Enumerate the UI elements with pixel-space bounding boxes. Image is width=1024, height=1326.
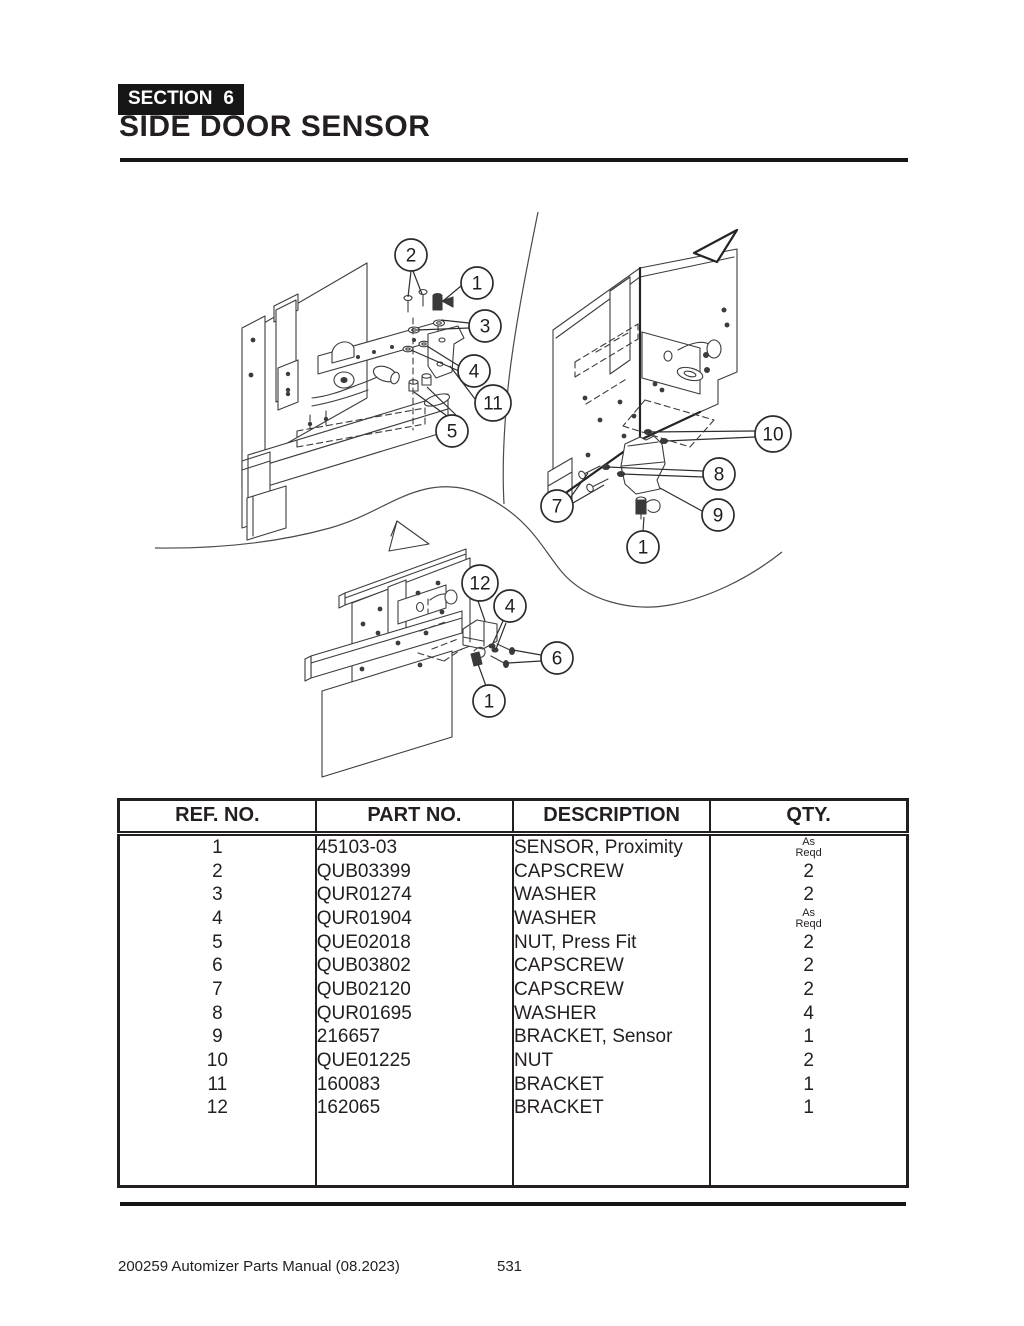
table-row [119, 978, 908, 1002]
svg-text:6: 6 [551, 648, 563, 670]
cell-ref: 4 [212, 907, 223, 929]
table-row [119, 860, 908, 884]
svg-text:1: 1 [637, 537, 649, 559]
cell-qty: 2 [710, 1049, 907, 1073]
cell-qty: 4 [710, 1002, 907, 1026]
callout-4-3 [458, 355, 490, 387]
cell-part: QUB03802 [316, 954, 513, 978]
callout-1-1 [461, 267, 493, 299]
cell-part: QUR01274 [316, 883, 513, 907]
column-header-2: DESCRIPTION [513, 800, 710, 834]
svg-text:11: 11 [483, 393, 503, 415]
cell-part: 45103-03 [316, 834, 513, 860]
parts-table-body [119, 834, 908, 1187]
column-header-0: REF. NO. [119, 800, 316, 834]
table-row [119, 1026, 908, 1050]
table-row [119, 931, 908, 955]
cell-desc: CAPSCREW [513, 954, 710, 978]
svg-text:10: 10 [762, 424, 784, 446]
cell-part: QUE01225 [316, 1049, 513, 1073]
callout-1-14 [473, 685, 505, 717]
callout-9-9 [702, 499, 734, 531]
callout-4-12 [494, 590, 526, 622]
cell-empty [119, 1120, 316, 1186]
svg-text:1: 1 [483, 691, 495, 713]
assembly-top-left [242, 263, 464, 540]
cell-qty: As Reqd [710, 907, 907, 931]
section-number: 6 [223, 88, 234, 109]
callout-12-11 [462, 565, 498, 601]
callout-10-6 [755, 416, 791, 452]
cell-desc: CAPSCREW [513, 860, 710, 884]
cell-qty: 2 [710, 931, 907, 955]
cell-ref: 9 [212, 1026, 223, 1048]
cell-part: QUB03399 [316, 860, 513, 884]
table-header-row [119, 800, 908, 834]
svg-text:4: 4 [468, 361, 480, 383]
cell-desc: WASHER [513, 907, 710, 931]
cell-desc: BRACKET [513, 1073, 710, 1097]
cell-part: 162065 [316, 1097, 513, 1121]
cell-qty: 2 [710, 978, 907, 1002]
cell-empty [710, 1120, 907, 1186]
cell-ref: 11 [207, 1073, 228, 1095]
cell-qty: 2 [710, 860, 907, 884]
table-row [119, 1049, 908, 1073]
callout-1-10 [627, 531, 659, 563]
table-row [119, 834, 908, 860]
cell-ref: 8 [212, 1002, 223, 1024]
callout-11-4 [475, 385, 511, 421]
cell-empty [316, 1120, 513, 1186]
callout-6-13 [541, 642, 573, 674]
table-row [119, 883, 908, 907]
section-label: SECTION [128, 88, 213, 109]
cell-desc: CAPSCREW [513, 978, 710, 1002]
cell-qty: 2 [710, 954, 907, 978]
cell-desc: WASHER [513, 883, 710, 907]
svg-text:7: 7 [551, 496, 563, 518]
callout-3-2 [469, 310, 501, 342]
table-row [119, 954, 908, 978]
page-title: SIDE DOOR SENSOR [119, 110, 431, 143]
cell-ref: 10 [206, 1050, 228, 1072]
cell-ref: 5 [212, 931, 223, 953]
bottom-rule [120, 1202, 906, 1206]
cell-desc: SENSOR, Proximity [513, 834, 710, 860]
cell-desc: BRACKET [513, 1097, 710, 1121]
callout-8-7 [703, 458, 735, 490]
svg-text:3: 3 [479, 316, 491, 338]
svg-text:2: 2 [405, 245, 417, 267]
svg-text:1: 1 [471, 273, 483, 295]
cell-part: QUB02120 [316, 978, 513, 1002]
cell-ref: 12 [206, 1097, 228, 1119]
cell-desc: BRACKET, Sensor [513, 1026, 710, 1050]
cell-part: 160083 [316, 1073, 513, 1097]
cell-qty: 1 [710, 1097, 907, 1121]
table-filler-row [119, 1120, 908, 1186]
cell-ref: 6 [212, 955, 223, 977]
cell-ref: 1 [212, 836, 223, 858]
cell-qty: 1 [710, 1026, 907, 1050]
column-header-1: PART NO. [316, 800, 513, 834]
cell-qty: 2 [710, 883, 907, 907]
cell-ref: 7 [212, 978, 223, 1000]
column-header-3: QTY. [710, 800, 907, 834]
cell-desc: NUT, Press Fit [513, 931, 710, 955]
svg-text:8: 8 [713, 464, 725, 486]
cell-qty: As Reqd [710, 834, 907, 860]
callout-7-8 [541, 490, 573, 522]
footer-manual-info: 200259 Automizer Parts Manual (08.2023) [118, 1258, 400, 1275]
callout-5-5 [436, 415, 468, 447]
svg-text:5: 5 [446, 421, 458, 443]
parts-table-wrap [117, 798, 909, 1188]
cell-desc: WASHER [513, 1002, 710, 1026]
parts-table [117, 798, 909, 1188]
table-row [119, 1002, 908, 1026]
callout-2-0 [395, 239, 427, 271]
cell-part: 216657 [316, 1026, 513, 1050]
cell-empty [513, 1120, 710, 1186]
cell-ref: 2 [212, 860, 223, 882]
footer-page-number: 531 [497, 1258, 523, 1275]
table-row [119, 907, 908, 931]
table-row [119, 1097, 908, 1121]
cell-part: QUR01904 [316, 907, 513, 931]
cell-desc: NUT [513, 1049, 710, 1073]
svg-text:4: 4 [504, 596, 516, 618]
svg-text:9: 9 [712, 505, 724, 527]
table-row [119, 1073, 908, 1097]
cell-part: QUE02018 [316, 931, 513, 955]
assembly-bottom [305, 521, 515, 777]
cell-qty: 1 [710, 1073, 907, 1097]
cell-ref: 3 [212, 884, 223, 906]
svg-text:12: 12 [469, 573, 491, 595]
cell-part: QUR01695 [316, 1002, 513, 1026]
